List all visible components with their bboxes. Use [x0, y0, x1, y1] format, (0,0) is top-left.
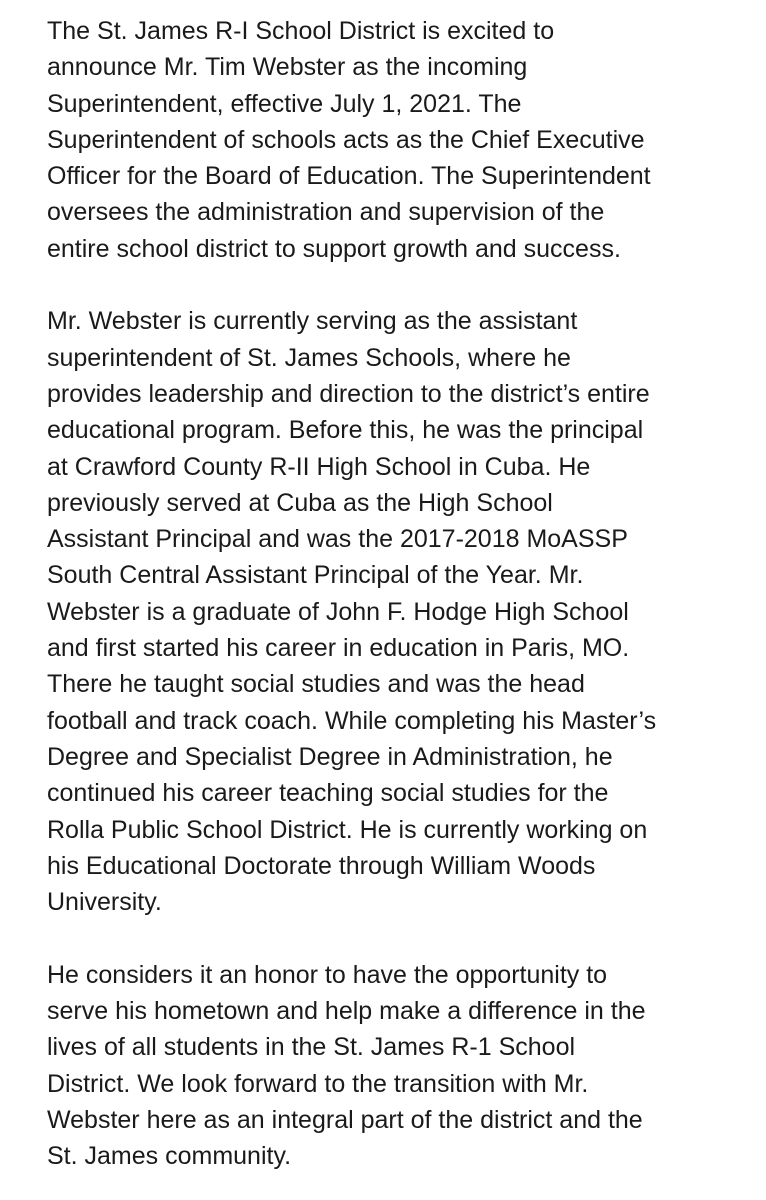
text-line: educational program. Before this, he was the principal	[47, 416, 644, 445]
text-line: Officer for the Board of Education. The Superintendent	[47, 162, 651, 191]
text-line: Webster here as an integral part of the district and the	[47, 1105, 643, 1134]
text-line: oversees the administration and supervision of the	[47, 198, 605, 227]
paragraph-intro	[47, 13, 759, 267]
text-line: Rolla Public School District. He is currently working on	[47, 815, 648, 844]
text-line: University.	[47, 888, 162, 917]
text-line: There he taught social studies and was the head	[47, 670, 585, 699]
text-line: Webster is a graduate of John F. Hodge High School	[47, 597, 629, 626]
paragraph-spacer	[47, 267, 759, 303]
text-line: Mr. Webster is currently serving as the assistant	[47, 307, 578, 336]
text-line: He considers it an honor to have the opportunity to	[47, 960, 608, 989]
text-line: Superintendent of schools acts as the Chief Executive	[47, 125, 645, 154]
announcement-document	[47, 13, 759, 1175]
text-line: Superintendent, effective July 1, 2021. The	[47, 89, 522, 118]
text-line: and first started his career in education in Paris, MO.	[47, 634, 630, 663]
text-line: serve his hometown and help make a difference in the	[47, 997, 646, 1026]
text-line: Assistant Principal and was the 2017-2018 MoASSP	[47, 525, 628, 554]
text-line: at Crawford County R-II High School in Cuba. He	[47, 452, 591, 481]
text-line: St. James community.	[47, 1142, 292, 1171]
text-line: lives of all students in the St. James R-1 School	[47, 1033, 576, 1062]
paragraph-background	[47, 303, 759, 920]
text-line: announce Mr. Tim Webster as the incoming	[47, 53, 528, 82]
paragraph-closing	[47, 957, 759, 1175]
paragraph-spacer	[47, 920, 759, 956]
text-line: The St. James R-I School District is excited to	[47, 17, 555, 45]
text-line: continued his career teaching social studies for the	[47, 779, 609, 808]
text-line: provides leadership and direction to the district’s entire	[47, 379, 650, 408]
text-line: Degree and Specialist Degree in Administration, he	[47, 742, 613, 771]
text-line: District. We look forward to the transition with Mr.	[47, 1069, 589, 1098]
text-line: South Central Assistant Principal of the Year. Mr.	[47, 561, 584, 590]
text-line: his Educational Doctorate through William Woods	[47, 851, 596, 880]
text-line: previously served at Cuba as the High School	[47, 488, 553, 517]
text-line: entire school district to support growth and success.	[47, 234, 621, 263]
text-line: superintendent of St. James Schools, where he	[47, 343, 571, 372]
text-line: football and track coach. While completing his Master’s	[47, 706, 657, 735]
